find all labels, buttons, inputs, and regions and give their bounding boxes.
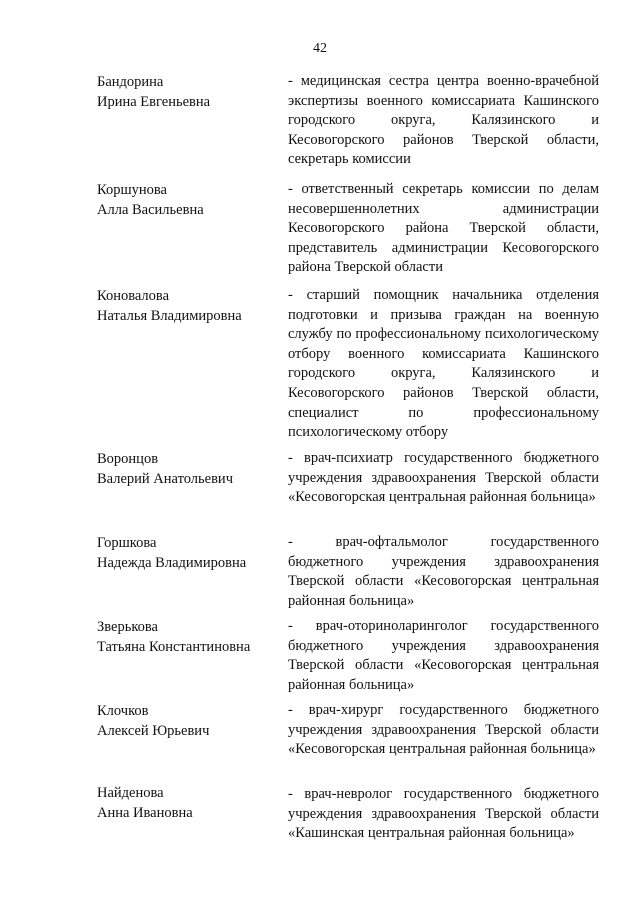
member-entry <box>0 286 640 449</box>
member-given-names: Татьяна Константиновна <box>97 639 251 655</box>
member-entry <box>0 701 640 785</box>
member-role: - врач-оториноларинголог государственного бюджетного учреждения здравоохранения Тверской области «Кесовогорская центральная районная больница» <box>288 618 599 693</box>
member-role: - медицинская сестра центра военно-врачебной экспертизы военного комиссариата Кашинского городского округа, Калязинского и Кесовогорского районов Тверской области, секретарь комиссии <box>288 73 599 168</box>
member-role: - врач-невролог государственного бюджетного учреждения здравоохранения Тверской области «Кашинская центральная районная больница» <box>288 786 599 842</box>
member-name <box>97 72 277 112</box>
member-role: - старший помощник начальника отделения подготовки и призыва граждан на военную службу по профессиональному психологическому отбору военного комиссариата Кашинского городского округа, Калязинского и Кесовогорского районов Тверской области, специалист по профессиональному психологическому отбору <box>288 287 599 441</box>
member-name <box>97 783 277 823</box>
member-surname: Коновалова <box>97 288 170 304</box>
member-given-names: Алла Васильевна <box>97 202 204 218</box>
member-name <box>97 180 277 220</box>
member-roster <box>0 72 640 865</box>
member-name <box>97 533 277 573</box>
member-surname: Клочков <box>97 703 149 719</box>
member-entry <box>0 617 640 701</box>
member-surname: Коршунова <box>97 182 167 198</box>
member-entry <box>0 785 640 865</box>
member-given-names: Ирина Евгеньевна <box>97 94 211 110</box>
member-surname: Зверькова <box>97 619 158 635</box>
member-name <box>97 449 277 489</box>
member-entry <box>0 180 640 286</box>
member-role: - врач-хирург государственного бюджетного учреждения здравоохранения Тверской области «Кесовогорская центральная районная больница» <box>288 702 599 758</box>
member-role: - ответственный секретарь комиссии по делам несовершеннолетних администрации Кесовогорского района Тверской области, представитель администрации Кесовогорского района Тверской области <box>288 181 599 276</box>
member-given-names: Наталья Владимировна <box>97 308 242 324</box>
member-name <box>97 701 277 741</box>
member-entry <box>0 533 640 617</box>
member-surname: Воронцов <box>97 451 159 467</box>
member-surname: Горшкова <box>97 535 157 551</box>
member-role: - врач-офтальмолог государственного бюджетного учреждения здравоохранения Тверской области «Кесовогорская центральная районная больница» <box>288 534 599 609</box>
member-role: - врач-психиатр государственного бюджетного учреждения здравоохранения Тверской области «Кесовогорская центральная районная больница» <box>288 450 599 506</box>
member-given-names: Анна Ивановна <box>97 805 193 821</box>
member-given-names: Алексей Юрьевич <box>97 723 210 739</box>
member-given-names: Валерий Анатольевич <box>97 471 233 487</box>
member-name <box>97 617 277 657</box>
member-surname: Бандорина <box>97 74 164 90</box>
member-entry <box>0 72 640 180</box>
member-surname: Найденова <box>97 785 164 801</box>
member-entry <box>0 449 640 533</box>
page-number: 42 <box>313 41 327 56</box>
member-given-names: Надежда Владимировна <box>97 555 247 571</box>
member-name <box>97 286 277 326</box>
